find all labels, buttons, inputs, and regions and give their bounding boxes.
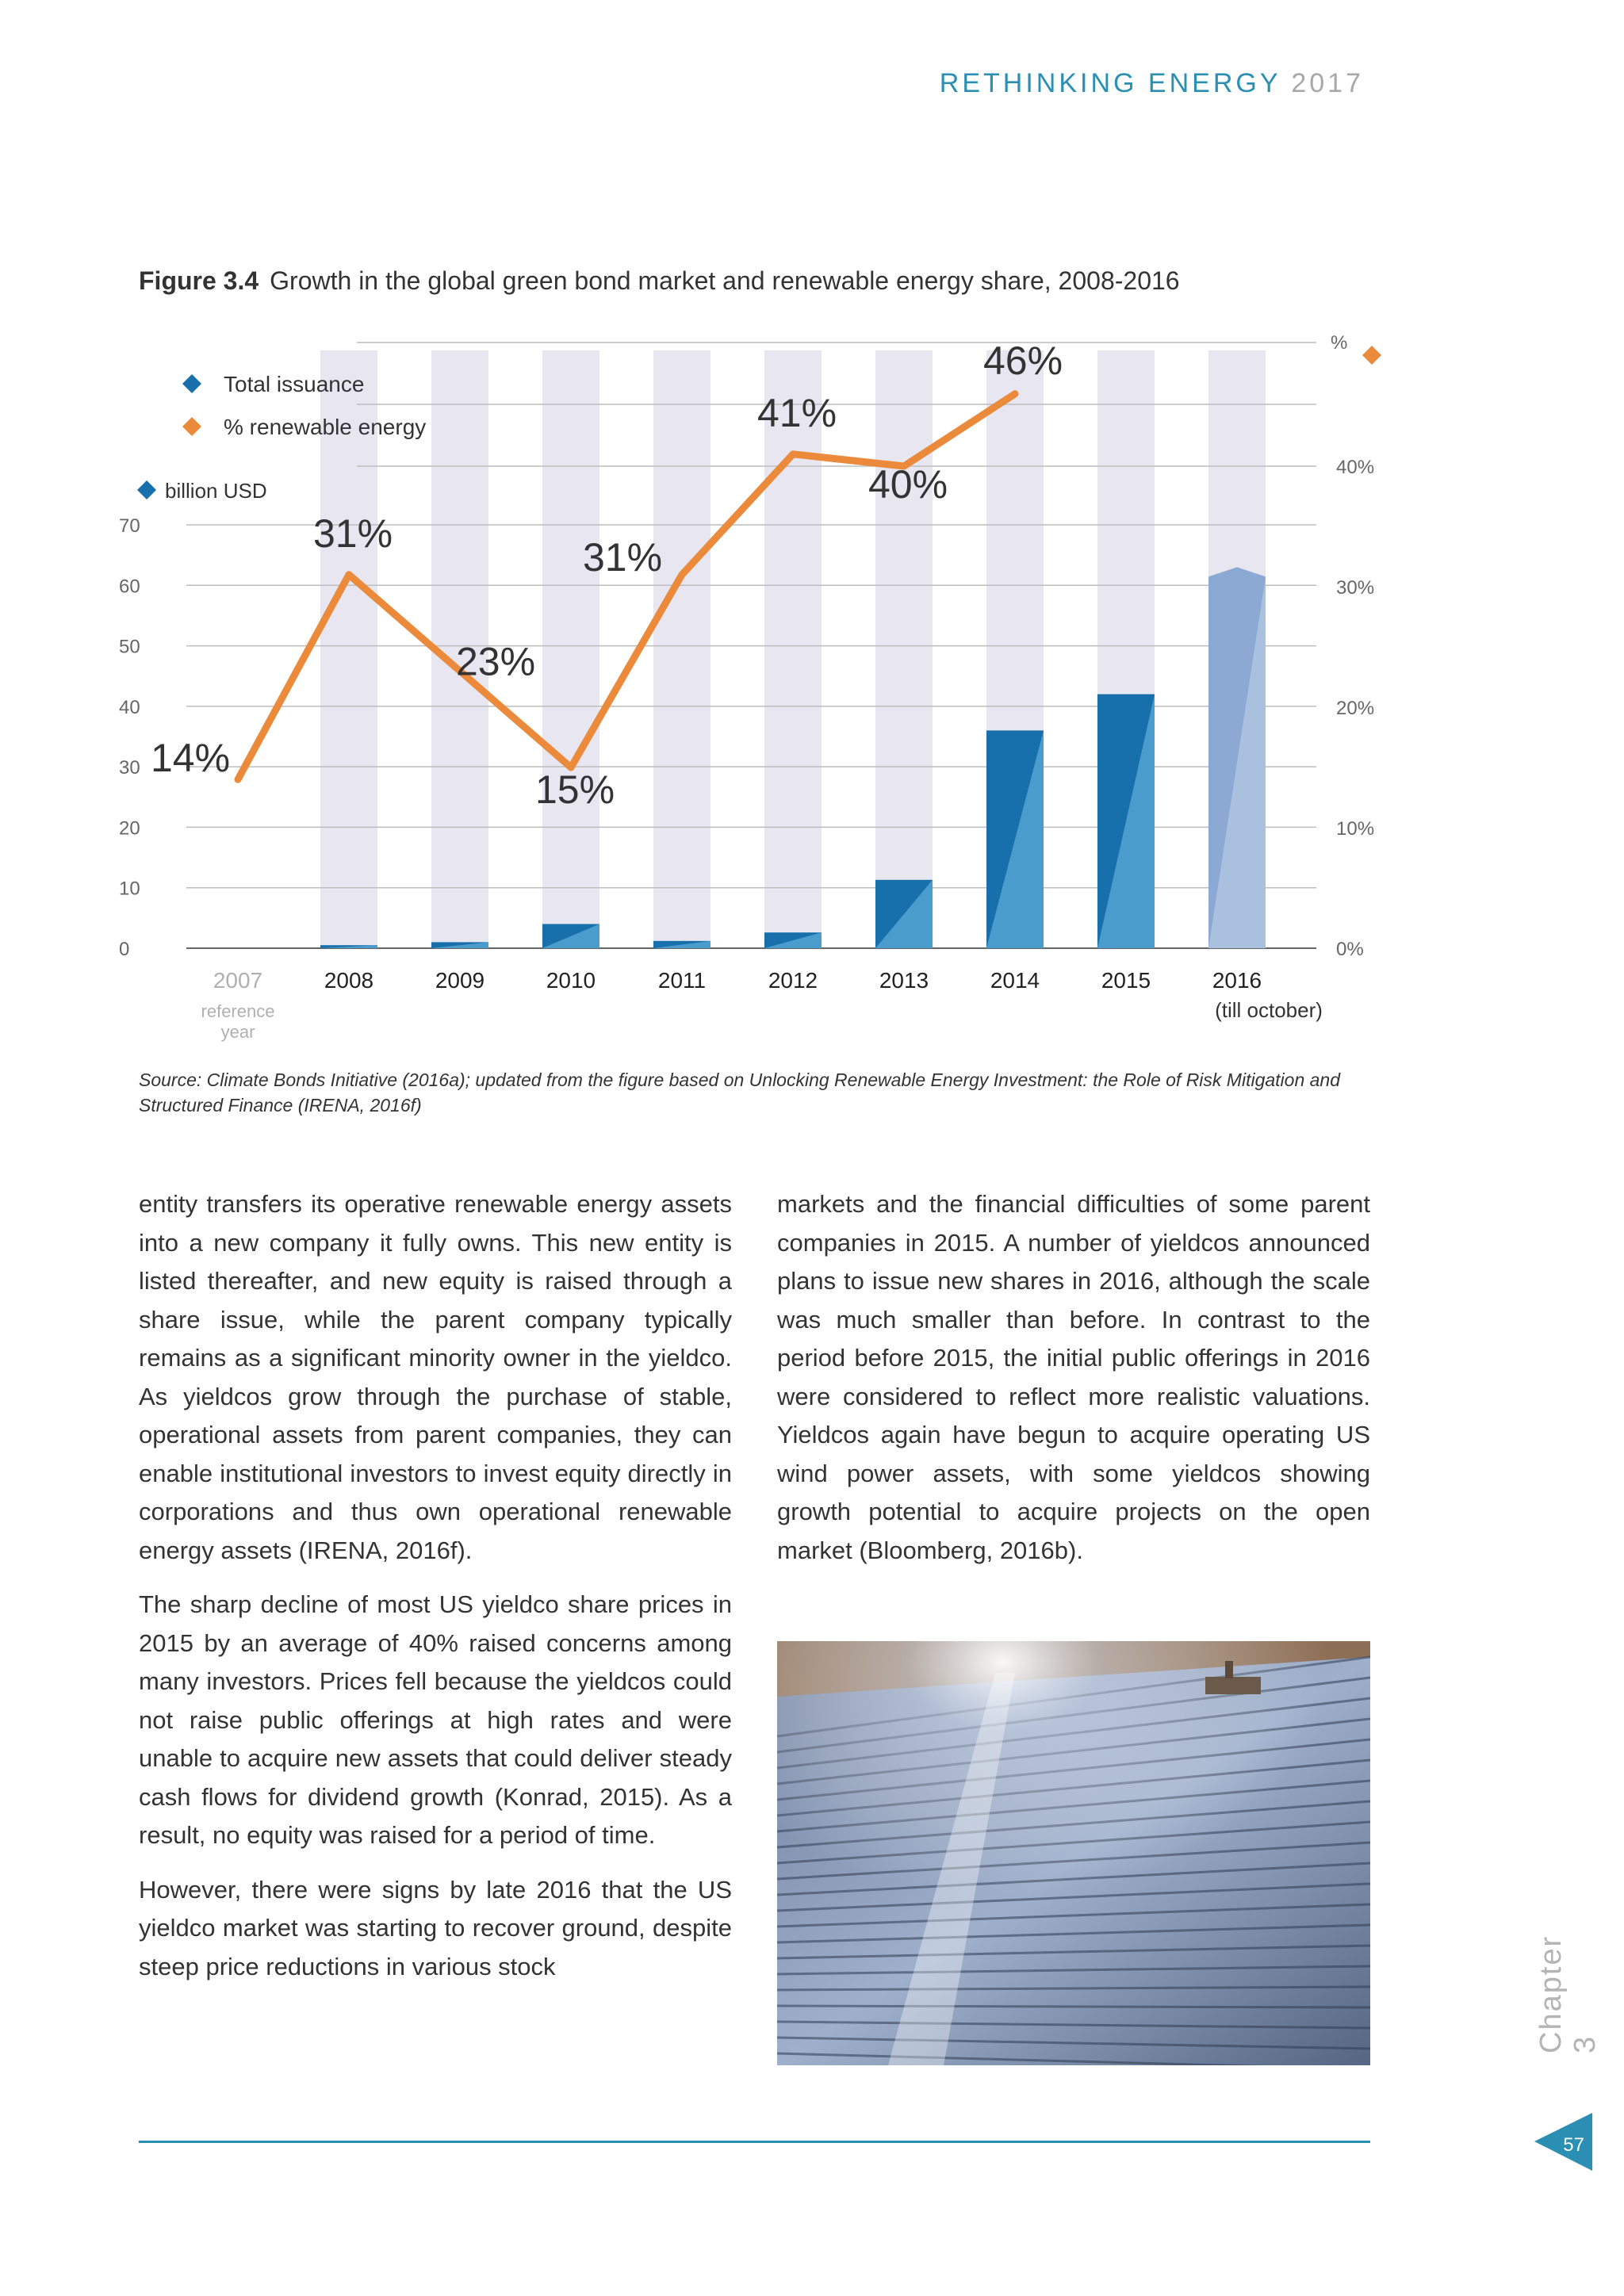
page-number-badge	[1534, 2113, 1592, 2171]
right-axis-diamond-icon	[1362, 346, 1381, 365]
data-label-2009: 23%	[455, 639, 536, 684]
line-point-2014	[1014, 393, 1016, 395]
data-label-2012: 41%	[756, 390, 837, 435]
paragraph: markets and the financial difficulties of some parent companies in 2015. A number of yieldcos announced plans to issue new shares in 2016, although the scale was much smaller than before. In contrast to the period before 2015, the initial public offerings in 2016 were considered to reflect more realistic valuations. Yieldcos again have begun to acquire operating US wind power assets, with some yieldcos showing growth potential to acquire projects on the open market (Bloomberg, 2016b).	[777, 1190, 1370, 1564]
bar-background-2010	[542, 350, 599, 948]
figure-title: Growth in the global green bond market and renewable energy share, 2008-2016	[270, 266, 1180, 295]
solar-field-illustration	[777, 1641, 1370, 2065]
bar-background-2008	[320, 350, 377, 948]
y-right-tick-label: 10%	[1336, 818, 1375, 840]
data-label-2010: 15%	[534, 767, 615, 812]
bar-background-2013	[875, 350, 933, 948]
y-left-tick-label: 70	[119, 515, 140, 537]
x-tick-label-2012: 2012	[768, 968, 818, 993]
x-tick-label-2014: 2014	[990, 968, 1040, 993]
green-bond-chart	[119, 325, 1388, 1054]
footer-rule	[139, 2141, 1370, 2143]
y-right-tick-label: 40%	[1336, 457, 1375, 478]
y-left-tick-label: 20	[119, 817, 140, 840]
body-column-right	[777, 1185, 1370, 1586]
y-left-tick-label: 50	[119, 636, 140, 658]
left-axis-diamond-icon	[137, 480, 156, 499]
header-title: RETHINKING ENERGY	[939, 68, 1281, 98]
x-tick-label-2009: 2009	[435, 968, 485, 993]
data-label-2008: 31%	[312, 511, 393, 556]
line-point-2008	[348, 574, 350, 576]
figure-caption	[139, 266, 1180, 296]
bar-background-2012	[764, 350, 822, 948]
legend-renewable-energy: % renewable energy	[224, 415, 427, 439]
y-left-tick-label: 60	[119, 576, 140, 598]
data-label-2013: 40%	[868, 462, 948, 507]
x-note-year: year	[220, 1022, 255, 1042]
data-label-2007: 14%	[150, 736, 231, 781]
x-tick-label-2010: 2010	[546, 968, 596, 993]
running-header	[940, 68, 1364, 99]
header-year: 2017	[1291, 68, 1364, 98]
paragraph: The sharp decline of most US yieldco share prices in 2015 by an average of 40% raised concerns among many investors. Prices fell because the yieldcos could not raise public offerings at high rates and were unable to acquire new assets that could deliver steady cash flows for dividend growth (Konrad, 2015). As a result, no equity was raised for a period of time.	[139, 1590, 732, 1849]
line-point-2007	[237, 779, 239, 780]
paragraph: entity transfers its operative renewable energy assets into a new company it fully owns. This new entity is listed thereafter, and new equity is raised through a share issue, while the parent company typically remains as a significant minority owner in the yieldco. As yieldcos grow through the purchase of stable, operational assets from parent companies, they can enable institutional investors to invest equity directly in corporations and thus own operational renewable energy assets (IRENA, 2016f).	[139, 1190, 732, 1564]
x-note-reference: reference	[201, 1001, 275, 1021]
x-tick-label-2008: 2008	[324, 968, 374, 993]
solar-plant-photo	[777, 1641, 1370, 2065]
paragraph: However, there were signs by late 2016 that the US yieldco market was starting to recover ground, despite steep price reductions in various stock	[139, 1875, 732, 1980]
y-left-tick-label: 10	[119, 878, 140, 900]
y-right-tick-label: 30%	[1336, 577, 1375, 599]
line-point-2011	[681, 574, 683, 576]
x-tick-label-2015: 2015	[1101, 968, 1151, 993]
legend-total-issuance: Total issuance	[224, 372, 365, 396]
x-note-till-october: (till october)	[1215, 998, 1323, 1022]
y-left-tick-label: 40	[119, 696, 140, 718]
chapter-tab: Chapter 3	[1534, 1934, 1602, 2053]
legend-diamond-blue-icon	[182, 374, 201, 393]
right-axis-unit: %	[1331, 332, 1348, 354]
x-tick-label-2007: 2007	[213, 968, 263, 993]
x-tick-label-2016: 2016	[1212, 968, 1262, 993]
figure-source: Source: Climate Bonds Initiative (2016a); updated from the figure based on Unlocking Renewable Energy Investment: the Role of Risk Mitigation and Structured Finance (IRENA, 2016f)	[139, 1070, 1341, 1115]
figure-label: Figure 3.4	[139, 266, 259, 295]
data-label-2011: 31%	[582, 534, 663, 580]
line-point-2012	[792, 453, 794, 455]
bar-background-2011	[653, 350, 710, 948]
body-column-left	[139, 1185, 732, 2002]
y-right-tick-label: 20%	[1336, 698, 1375, 719]
x-tick-label-2013: 2013	[879, 968, 929, 993]
y-left-tick-label: 30	[119, 757, 140, 779]
left-axis-unit: billion USD	[165, 479, 267, 503]
legend-diamond-orange-icon	[182, 417, 201, 436]
y-right-tick-label: 0%	[1336, 939, 1364, 960]
page-number: 57	[1563, 2134, 1584, 2156]
y-left-tick-label: 0	[119, 939, 130, 960]
data-label-2014: 46%	[982, 338, 1063, 383]
x-tick-label-2011: 2011	[657, 968, 707, 993]
